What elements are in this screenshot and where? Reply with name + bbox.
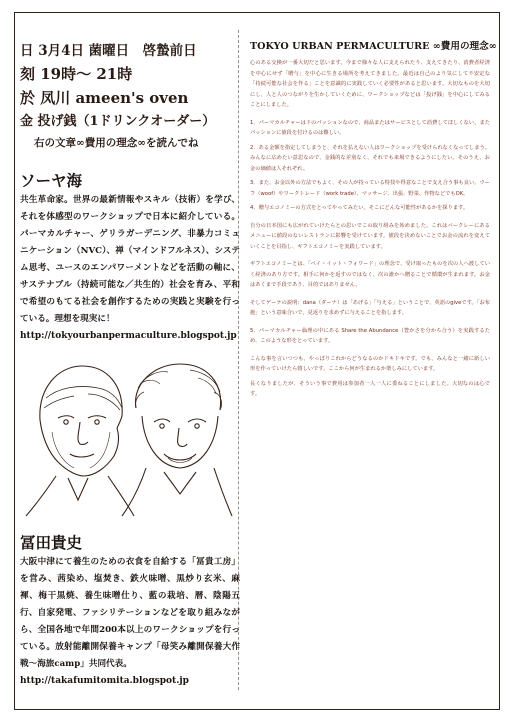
article-paragraph: そしてゲーテの説明：dana（ダーナ）は「あげる」「与える」ということで、英語のgiveです。「お布施」という意味合いで、見返りを求めずに与えることを指します。: [250, 299, 490, 316]
person2-bio: 大阪中津にて養生のための衣食を自給する「冨貴工房」を営み、茜染め、塩焚き、鉄火味噌、黒炒り玄米、麻褌、梅干黒焼、養生味噌仕り、藍の栽培、暦、陰陽五行、自家発電、ファシリテーションなどを取り組みながら、全国各地で年間200本以上のワークショップを行っている。放射能離開保養キャンプ「母笑み離開保養大作戦〜海旅camp」共同代表。: [20, 557, 240, 669]
person1-name: ソーヤ海: [20, 171, 83, 190]
article-paragraph: ギフトエコノミーとは、「ペイ・イット・フォワード」の理念で、受け取ったものを次の人へ渡していく経済のあり方です。相手に何かを返すのではなく、次の誰かへ贈ることで循環が生まれます。お金はあくまで手段であり、目的ではありません。: [250, 261, 490, 288]
article-paragraph: こんな事を言いつつも、やっぱりこれからどうなるのかドキドキです。でも、みんなと一緒に新しい形を作っていけたら嬉しいです。ここから何が生まれるか楽しみにしています。: [250, 355, 490, 372]
article-paragraph: 心のある交換が一番大切だと思います。今まで様々な人に支えられたり、支えてきたり、消費者経済を中心にせず「贈与」を中心に生きる場所を考えてきました。最近は自己のより気にして不安定な「持続可能な社会を作る」ことを意識的に実践していく必要性があると思います。大切なものを大切にし、人と人のつながりを生かしていくために、ワークショップなどは「投げ銭」を中心にしてみることにしました。: [250, 60, 490, 108]
article-point-4: 4．贈与エコノミーの方式をとってやってみたい。そこにどんな可能性があるかを探ります。: [250, 205, 469, 211]
event-time: 刻 19時〜 21時: [20, 65, 133, 83]
person1-bio: 共生革命家。世界の最新情報やスキル（技術）を学び、それを体感型のワークショップで日本に紹介している。パーマカルチャー、ゲリラガーデニング、非暴力コミュニケーション（NVC）、禅（マインドフルネス）、システム思考、ユースのエンパワーメントなどを活動の軸に、サステナブル（持続可能な／共生的）社会を育み、平和で希望のもてる社会を創作するための実践と実験を行っている。理想を現実に！: [20, 195, 240, 324]
article-title: TOKYO URBAN PERMACULTURE ∞費用の理念∞: [250, 41, 497, 52]
portrait-sketches: [18, 358, 234, 518]
person2-section: [20, 532, 240, 690]
event-place: 於 凤川 ameen's oven: [20, 89, 189, 107]
person2-name: 冨田貴史: [20, 533, 83, 552]
article-point-1: 1．パーマカルチャーはドのパッションなので、商品またはサービスとして消費してほしくない。またパッションに値段を付けるのは難しい。: [250, 119, 490, 136]
event-info-column: [20, 40, 240, 345]
event-fee: 金 投げ銭（1ドリンクオーダー）: [20, 114, 216, 129]
portrait-sketch-left: [26, 366, 134, 516]
article-point-3: 3．また、お金以外の方法でもよく、その人が持っている特技や得意なことで支え合う事も良い。ウーフ（woof）やワークトレード（work trade）、マッサージ、出張、野菜、作物などでもOK。: [250, 180, 490, 197]
article-point-5: 5．パーマカルチャー倫理の中にある Share the Abundance（豊かさを分かち合う）を実践するため、このような形をとっています。: [250, 327, 490, 344]
event-date: 日 3月4日 菌曜日 啓蟄前日: [20, 43, 197, 59]
article-point-2: 2．ある金額を指定してしまうと、それを払えない人はワークショップを受けられなくなってしまう。みんなに広めたい意思なので、金銭的な差別なく、それでも来場できるようにしたい。そのうえ、お金の価値は人それぞれ。: [250, 144, 490, 172]
event-note: 右の文章∞費用の理念∞を読んでね: [34, 137, 199, 149]
person2-url[interactable]: http://takafumitomita.blogspot.jp: [20, 676, 189, 686]
article-column: [250, 38, 497, 400]
article-closing: 長くなりましたが、そういう事で費用は参加者一人一人に委ねることにしました。大切なのは心です。: [250, 380, 490, 397]
article-paragraph: 自分の日本国にも広がれていけたらとの思いでこの取り組みを始めました。これはバークレーにあるメニューに値段のないレストランに影響を受けています。値段を決めないことでお金の流れを変えていくことを目指し、ギフトエコノミーを実践しています。: [250, 222, 490, 250]
person1-url[interactable]: http://tokyourbanpermaculture.blogspot.jp: [20, 331, 237, 341]
portrait-sketch-right: [122, 364, 232, 516]
